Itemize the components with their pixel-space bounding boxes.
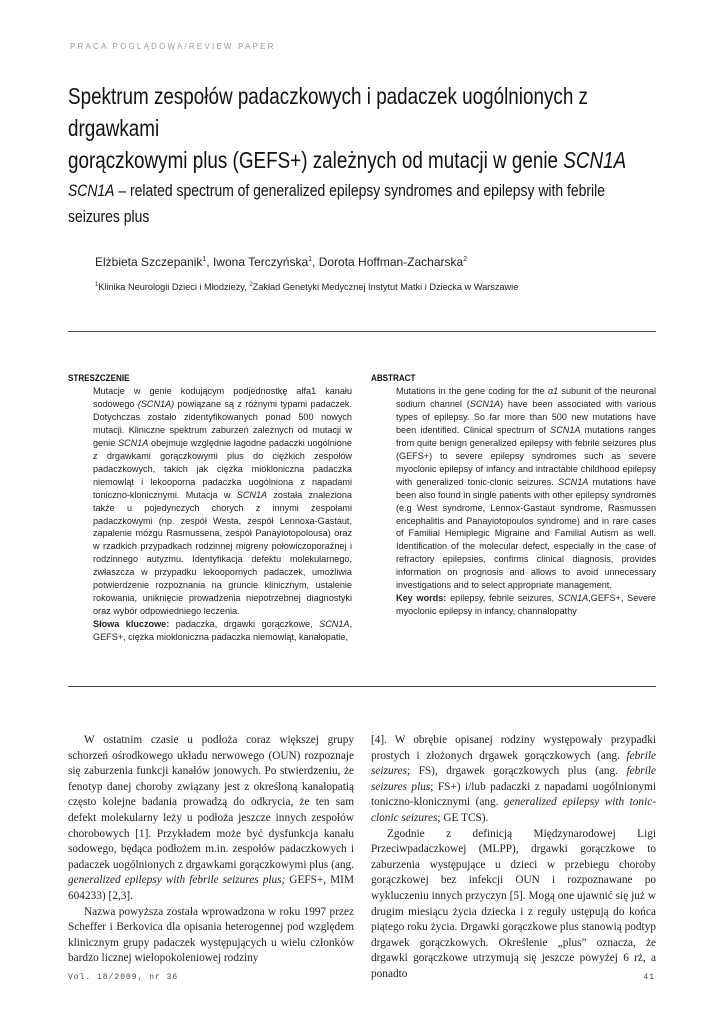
title-pl-line2: gorączkowymi plus (GEFS+) zależnych od mutacji w genie bbox=[68, 147, 564, 173]
body-column-left: W ostatnim czasie u podłoża coraz większej grupy schorzeń ośrodkowego układu nerwowego (OUN) rozpoznaje się zaburzenia funkcji kanałów jonowych. Po stwierdzeniu, że fenotyp danej choroby związany jest z określoną kanałopatią często kolejne badania prowadzą do odkrycia, że ten sam defekt molekularny leży u podłoża jeszcze innych zespołów chorobowych [1]. Przykładem może być dysfunkcja kanału sodowego, będąca podłożem m.in. zespołów padaczkowych i padaczek uogólnionych z drgawkami gorączkowymi plus (ang. generalized epilepsy with febrile seizures plus; GEFS+, MIM 604233) [2,3]. Nazwa powyższa została wprowadzona w roku 1997 przez Scheffer i Berkovica dla opisania heterogennej pod względem klinicznym grupy padaczek występujących u wielu członków bardzo licznej wielopokoleniowej rodziny bbox=[68, 734, 354, 965]
author-1-affil: 1 bbox=[202, 256, 207, 263]
author-3: , Dorota Hoffman-Zacharska bbox=[312, 255, 464, 269]
footer-volume: Vol. 18/2009, nr 36 bbox=[68, 973, 179, 982]
affil-1: Klinika Neurologii Dzieci i Młodzieży, bbox=[98, 282, 250, 293]
author-1: Elżbieta Szczepanik bbox=[95, 255, 203, 269]
author-2-affil: 1 bbox=[308, 256, 313, 263]
abstract-heading: ABSTRACT bbox=[371, 373, 416, 384]
affil-2-marker: 2 bbox=[249, 282, 253, 288]
title-en-gene: SCN1A bbox=[68, 181, 115, 200]
abstract-text: Mutations in the gene coding for the α1 subunit of the neuronal sodium channel (SCN1A) have been associated with various types of epilepsy. So far more than 500 new mutations have been identified. Clinical spectrum of SCN1A mutations ranges from quite benign generalized epilepsy with febrile seizures plus (GEFS+) to severe epilepsy syndromes such as severe myoclonic epilepsy of infancy and intractable childhood epilepsy with generalized tonic-clonic seizures. SCN1A mutations have been also found in single patients with other epilepsy syndromes (e.g West syndrome, Lennox-Gastaut syndrome, Rasmussen encephalitis and Panayiotopoulos syndrome) and in rare cases of Familial Hemiplegic Migraine and Familial Autism as well. Identification of the molecular defect, especially in the case of refractory epilepsies, confirms clinical diagnosis, provides information on prognosis and allows to avoid unnecessary investigations and to select appropriate management. Key words: epilepsy, febrile seizures, SCN1A,GEFS+, Severe myoclonic epilepsy in infancy, channalopathy bbox=[396, 386, 657, 617]
section-header: PRACA POGLĄDOWA/REVIEW PAPER bbox=[70, 42, 276, 51]
page-number: 41 bbox=[643, 973, 655, 982]
title-en-line1: – related spectrum of generalized epilepsy syndromes and epilepsy with febrile bbox=[114, 181, 605, 200]
streszczenie-text: Mutacje w genie kodującym podjednostkę alfa1 kanału sodowego (SCN1A) powiązane są z różnymi typami padaczek. Dotychczas zostało zidentyfikowanych ponad 500 nowych mutacji. Kliniczne spektrum zaburzeń zależnych od mutacji w genie SCN1A obejmuje względnie łagodne padaczki uogólnione z drgawkami gorączkowymi plus do ciężkich zespołów padaczkowych, takich jak ciężka miokloniczna padaczka niemowląt i lekooporna padaczka uogólniona z napadami toniczno-klonicznymi. Mutacja w SCN1A została znaleziona także u pojedynczych chorych z innymi zespołami padaczkowymi (np. zespół Westa, zespół Lennoxa-Gastaut, zapalenie mózgu Rasmussena, zespół Panayiotopolousa) oraz w rzadkich przypadkach rodzinnej migreny połowiczoporaźnej i rodzinnego autyzmu. Identyfikacja defektu molekularnego, zwłaszcza w przypadku lekoopornych padaczek, umożliwia potwierdzenie rozpoznania na gruncie klinicznym, ustalenie rokowania, uniknięcie prowadzenia niepotrzebnej diagnostyki oraz wybór odpowiedniego leczenia. Słowa kluczowe: padaczka, drgawki gorączkowe, SCN1A, GEFS+, ciężka miokloniczna padaczka niemowląt, kanałopatie, bbox=[93, 386, 352, 643]
top-divider bbox=[68, 331, 656, 332]
article-title-pl bbox=[68, 80, 658, 176]
title-pl-line1: Spektrum zespołów padaczkowych i padaczek uogólnionych z drgawkami bbox=[68, 83, 588, 141]
author-list bbox=[95, 255, 467, 269]
article-title-en bbox=[68, 178, 658, 230]
streszczenie-heading: STRESZCZENIE bbox=[68, 373, 130, 384]
affil-2: Zakład Genetyki Medycznej Instytut Matki i Dziecka w Warszawie bbox=[252, 282, 519, 293]
author-3-affil: 2 bbox=[463, 256, 468, 263]
affil-1-marker: 1 bbox=[95, 282, 99, 288]
bottom-divider bbox=[68, 686, 656, 687]
streszczenie-keywords: Słowa kluczowe: padaczka, drgawki gorączkowe, SCN1A, GEFS+, ciężka miokloniczna padaczka niemowląt, kanałopatie, bbox=[93, 619, 352, 643]
author-2: , Iwona Terczyńska bbox=[206, 255, 309, 269]
title-en-line2: seizures plus bbox=[68, 207, 150, 226]
body-column-right: [4]. W obrębie opisanej rodziny występowały przypadki prostych i złożonych drgawek gorączkowych (ang. febrile seizures; FS), drgawek gorączkowych plus (ang. febrile seizures plus; FS+) i/lub padaczki z napadami uogólnionymi toniczno-klonicznymi (ang. generalized epilepsy with tonic-clonic seizures; GE TCS). Zgodnie z definicją Międzynarodowej Ligi Przeciwpadaczkowej (MLPP), drgawki gorączkowe to zaburzenia występujące u dzieci w przebiegu choroby gorączkowej bez infekcji OUN i rozpoznawane po wykluczeniu innych przyczyn [5]. Mogą one ujawnić się już w drugim miesiącu życia dziecka i z reguły ustępują do końca piątego roku życia. Drgawki gorączkowe plus stanowią podtyp drgawek gorączkowych. Określenie „plus” oznacza, że drgawki gorączkowe utrzymują się jeszcze powyżej 6 rż, a ponadto bbox=[371, 734, 656, 980]
title-pl-gene: SCN1A bbox=[563, 147, 627, 173]
affiliations bbox=[95, 282, 518, 292]
abstract-keywords: Key words: epilepsy, febrile seizures, SCN1A,GEFS+, Severe myoclonic epilepsy in infancy, channalopathy bbox=[396, 593, 656, 617]
